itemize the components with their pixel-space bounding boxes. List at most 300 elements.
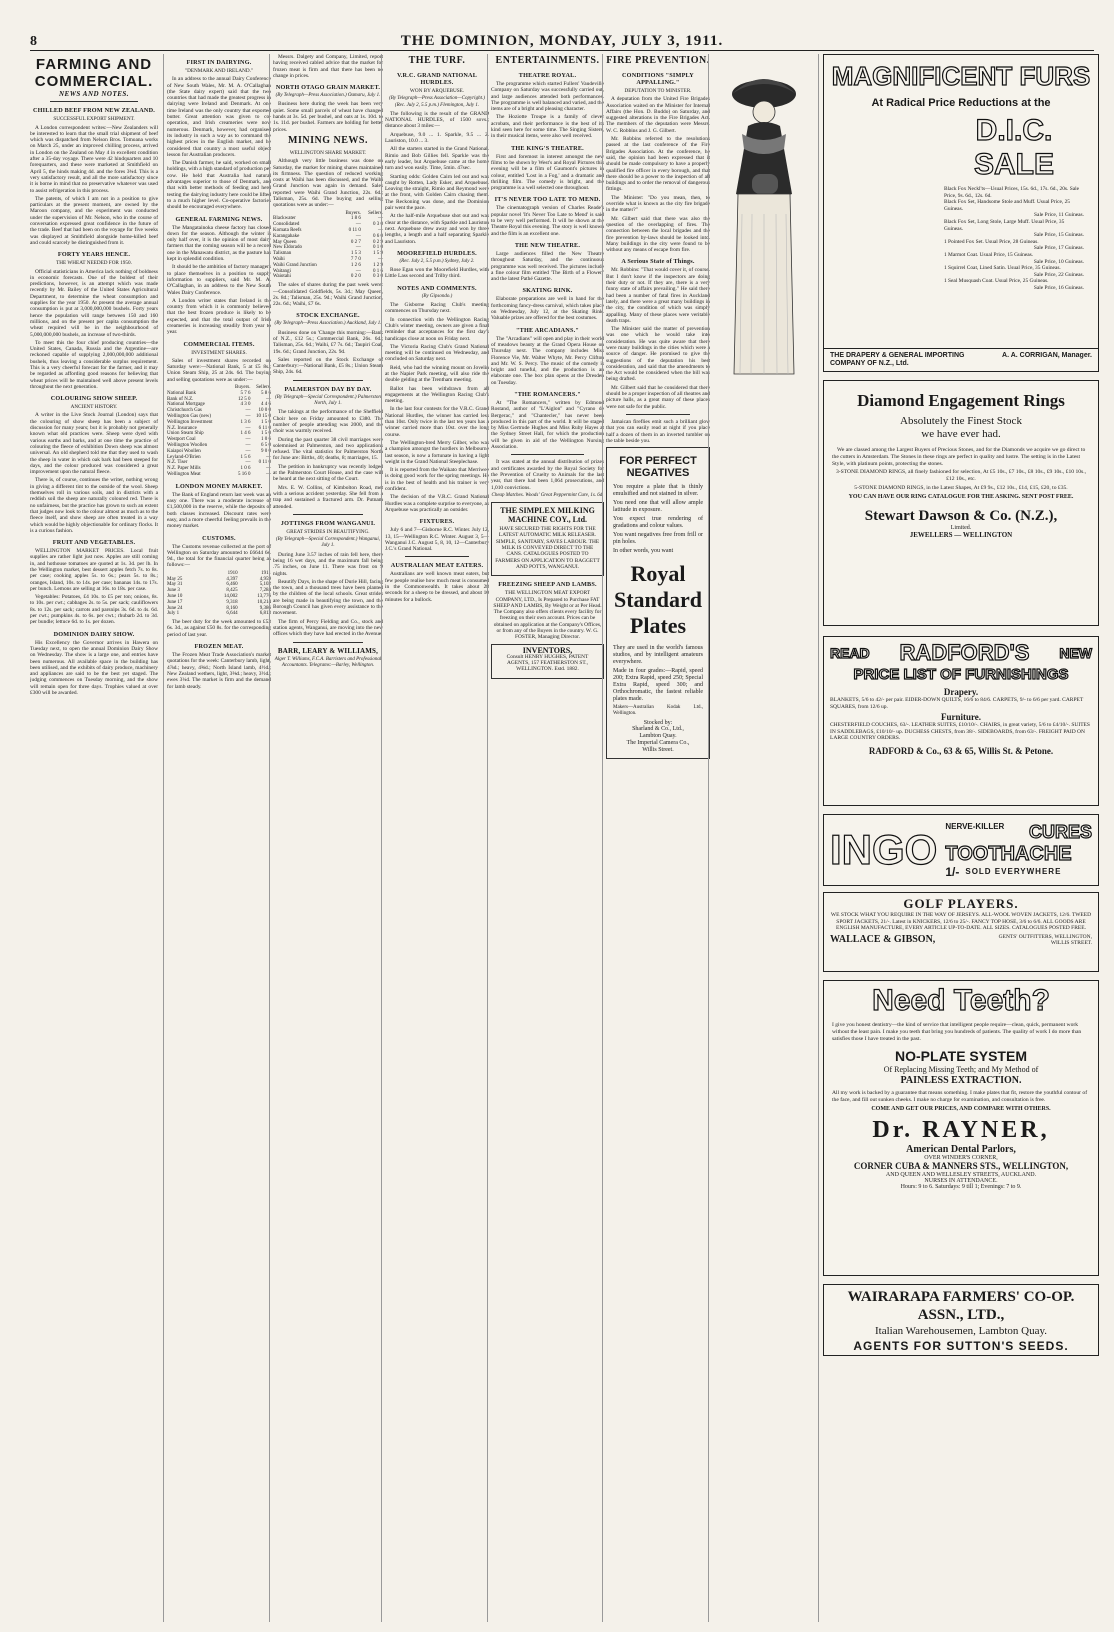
headline: STOCK EXCHANGE. — [296, 312, 360, 320]
table-cell: — — [245, 408, 251, 414]
fur-item-text: 1 Seal Musquash Coat. Usual Price, 25 Guineas. — [944, 278, 1049, 285]
paragraph: The following is the result of the GRAND NATIONAL HURDLES, of 1500 sovs.; distance about 3 miles:— — [385, 110, 489, 130]
column-3 — [269, 54, 386, 1622]
golf-firm-sub: GENTS' OUTFITTERS, WELLINGTON, WILLIS STREET. — [998, 933, 1092, 946]
table-cell: 4,397 — [226, 576, 238, 582]
radford-name: RADFORD'S — [899, 640, 1030, 665]
section-heading-turf: THE TURF. — [408, 55, 466, 66]
table-cell: 4 3 0 — [240, 402, 251, 408]
headline: AUSTRALIAN MEAT EATERS. — [390, 562, 484, 570]
fur-item-price: Sale Price, 22 Guineas. — [1033, 271, 1084, 278]
column-6 — [602, 54, 713, 1622]
subheadline: THE WHEAT NEEDED FOR 1950. — [56, 260, 132, 267]
table-cell: Buyers. — [235, 385, 251, 391]
paragraph: There is, of course, continues the writer, nothing wrong in giving a different tint to the outside of the wool. Sheep themselves roll in various soils, and in districts with a reddish soil the sheep are naturally coloured red. There is no unfairness, but the practice has grown to such an extent that judges now look to the colour almost as much as to the fleece itself, and show sheep are often treated in a way which would be highly objectionable for ordinary flocks. It is a curious fashion. — [30, 477, 158, 534]
table-cell: — — [245, 448, 251, 454]
paragraph: The firm of Percy Fielding and Co., stock and station agents, Wanganui, are moving into the new offices which they have had erected in the Avenue. — [273, 618, 383, 638]
fur-item-price: Sale Price, 11 Guineas. — [1034, 212, 1084, 219]
dateline: (By Telegraph—Press Association—Copyright.) (Rec. July 2, 5.5 p.m.) Flemington, July 1. — [389, 96, 485, 108]
royal-standard-plates-advert — [606, 447, 710, 759]
headline: THE KING'S THEATRE. — [511, 144, 584, 152]
headline: A Serious State of Things. — [621, 258, 695, 266]
mining-shares-table — [273, 211, 383, 281]
furs-headline: MAGNIFICENT FURS — [831, 61, 1091, 91]
paragraph: The cinematograph version of Charles Reade's popular novel 'It's Never Too Late to Mend' is said to be very well performed. It will be shown at the Theatre Royal this evening. The story is well known and the film is an excellent one. — [491, 205, 604, 237]
divider — [626, 414, 690, 415]
teeth-hours: Hours: 9 to 6. Saturdays: 9 till 1; Evenings: 7 to 9. — [900, 1183, 1022, 1190]
table-cell: National Bank — [167, 390, 197, 396]
table-cell: 1 0 6 — [261, 437, 271, 443]
teeth-body: All my work is backed by a guarantee that means something. I make plates that fit, restore the youthful contour of the face, and fill out sunken cheeks. I make no charge for examination, and consultation is free. — [832, 1090, 1088, 1104]
fur-item — [944, 259, 1084, 266]
table-cell: May 31 — [167, 582, 183, 588]
advert-line: They are used in the world's famous studios, and by intelligent amateurs everywhere. — [613, 645, 703, 666]
table-cell: 0 3 0 — [373, 222, 383, 228]
paragraph: Elaborate preparations are well in hand for the forthcoming fancy-dress carnival, which takes place on Wednesday, July 12, at the Skating Rink. Valuable prizes are offered for the best costumes. — [491, 296, 604, 322]
subsection-news-and-notes: NEWS AND NOTES. — [58, 90, 130, 98]
fur-item-price: Sale Price, 16 Guineas. — [1033, 284, 1084, 291]
subheadline: INVESTMENT SHARES. — [191, 349, 247, 356]
paragraph: It should be the ambition of factory managers to place themselves in a position to supply information to suppliers, said Mr. M. A. O'Callaghan, in an address to the New South Wales Dairy Conference. — [167, 264, 271, 296]
diamond-sub: we have ever had. — [921, 428, 1001, 440]
headline: FRUIT AND VEGETABLES. — [52, 539, 136, 547]
paragraph: The takings at the performance of the Sheffield Choir here on Friday amounted to £380. The number of people attending was 2000, and the choir was warmly received. — [273, 409, 383, 435]
table-cell: Christchurch Gas — [167, 408, 202, 414]
paragraph: Sales reported on the Stock Exchange of Canterbury:—National Bank, £5 8s.; Union Steam Ship, 24s. 6d. — [273, 356, 383, 376]
teeth-address: CORNER CUBA & MANNERS STS., WELLINGTON, — [853, 1160, 1069, 1171]
table-cell: May 25 — [167, 576, 183, 582]
dr-rayner-dental-advert — [823, 980, 1099, 1276]
table-cell: Waihi Grand Junction — [273, 262, 317, 268]
column-1 — [30, 54, 161, 1622]
golf-firm: WALLACE & GIBSON, — [830, 934, 936, 945]
fur-item-price: Sale Price, 17 Guineas. — [1033, 245, 1084, 252]
advert-line: You want negatives free from frill or pin holes. — [613, 532, 703, 546]
table-cell: — — [355, 245, 361, 251]
table-row — [167, 611, 271, 617]
headline: COLOURING SHOW SHEEP. — [50, 395, 138, 403]
adverts-column — [818, 54, 1099, 1622]
paragraph: The beer duty for the week amounted to £53 6s. 3d., as against £50 8s. for the corresponding period of last year. — [167, 619, 271, 638]
table-cell: Sellers. — [256, 385, 271, 391]
wfca-sub: Italian Warehousemen, Lambton Quay. — [874, 1325, 1047, 1337]
paragraph: The Danish farmer, he said, worked on small holdings, with a high standard of production per cow. He held that Australia had natural advantages superior to those of Denmark, and that with better methods of feeding and herd testing the dairying industry here could be lifted to a much higher level. Co-operative factories should be encouraged everywhere. — [167, 160, 271, 211]
fur-item — [944, 285, 1084, 292]
furs-company: THE DRAPERY & GENERAL IMPORTING COMPANY OF N.Z., Ltd. — [830, 352, 965, 367]
headline: CUSTOMS. — [202, 534, 236, 542]
ingo-nerve-killer: NERVE-KILLER — [945, 821, 1005, 831]
paragraph: A London correspondent writes:—New Zealanders will be interested to learn that the small trial shipment of beef which was dispatched from Nelson Bros. Tomoana works on March 25, under an improved chilling process, arrived in London on the Zealand on May 4 in excellent condition after a 35-day voyage. There were 42 hindquarters and 10 forequarters, and these were marketed at Smithfield on April 5, the hinds making 4d. and the fores 3¾d. This is a very satisfactory result, and all the more satisfactory since it is borne in mind that no preservative whatever was used to assist refrigeration in this process. — [30, 124, 158, 194]
teeth-doctor: Dr. RAYNER, — [872, 1116, 1050, 1143]
table-cell: — — [266, 396, 271, 402]
table-cell: — — [378, 216, 383, 222]
table-cell: — — [355, 222, 361, 228]
diamond-prices: 3-STONE DIAMOND RINGS, all finely fashioned for selection, At £5 10s., £7 10s., £8 10s., £9 10s., £10 10s., £12 10s., etc. — [835, 469, 1087, 483]
table-cell: 4,959 — [259, 576, 271, 582]
column-4 — [381, 54, 492, 1622]
table-cell: 14,002 — [223, 593, 238, 599]
paragraph: During the past quarter 38 civil marriages were solemnised at Palmerston, and two applications refused. The vital statistics for Palmerston North for June are: Births, 40; deaths, 8; marriages, 15. — [273, 436, 383, 462]
subheadline: WON BY ARQUEBUSE. — [409, 88, 465, 94]
fur-item — [944, 245, 1084, 252]
table-cell: 0 6 0 — [373, 233, 383, 239]
fur-item-text: Black Fox Set, Handsome Stole and Muff. Usual Price, 25 Guineas. — [944, 199, 1070, 212]
headline: GENERAL FARMING NEWS. — [175, 215, 263, 223]
paragraph: At "The Romancers," written by Edmond Rostand, author of "L'Aiglon" and "Cyrano de Bergerac," and "Chantecler," has never been produced in this part of the world. It will be staged by Miss Gertrude Hughes and Miss Ruby Hayes at the Sydney Street Hall, for which the production will be given in aid of the Wellington Nursing Association. — [491, 399, 604, 451]
paragraph: Mr. Gilbert said that there was also the question of the overlapping of fires. The connection between the local brigades and the fire prevention by-laws should be looked into. Many buildings in the city were found to be without any means of escape from fire. — [606, 215, 710, 254]
headline: SKATING RINK. — [522, 287, 573, 295]
professional-notice: Alger T. Williams, F.C.A. Barristers and Professional Accountants. Telegrams:—Barley, Wellington. — [274, 656, 382, 668]
headline: THE NEW THEATRE. — [514, 241, 581, 249]
advert-line: The Imperial Camera Co., — [626, 740, 690, 747]
golf-headline: GOLF PLAYERS. — [903, 896, 1019, 911]
radford-furniture: Furniture. — [940, 712, 982, 722]
paragraph: Messrs. Dalgety and Company, Limited, report having received cabled advice that the market for frozen meat is firm and that there has been no change in prices. — [273, 54, 383, 79]
section-heading-entertainments: ENTERTAINMENTS. — [495, 55, 600, 66]
advert-line: Makers—Australian Kodak Ltd., Wellington. — [613, 705, 703, 717]
table-cell: 0 1 0 — [373, 245, 383, 251]
headline: PALMERSTON DAY BY DAY. — [284, 385, 372, 393]
table-cell: Talisman — [273, 251, 292, 257]
table-cell: Leyland-O'Brien — [167, 454, 201, 460]
paragraph: The decision of the V.R.C. Grand National Hurdles was a complete surprise to everyone, as Arquebuse was practically an outsider. — [385, 494, 489, 513]
table-cell: 1 5 6 — [240, 454, 251, 460]
teeth-address-2: AND QUEEN AND WELLESLEY STREETS, AUCKLAND. — [885, 1171, 1037, 1178]
teeth-system-3: PAINLESS EXTRACTION. — [900, 1075, 1022, 1087]
simplex-milking-advert — [491, 502, 604, 576]
table-cell: 6,813 — [259, 611, 271, 617]
advert-text: HAVE SECURED THE RIGHTS FOR THE LATEST AUTOMATIC MILK RELEASER. SIMPLE, SANITARY, SAVES LABOUR. THE MILK IS CONVEYED DIRECT TO THE CANS. CATALOGUES POSTED TO FARMERS ON APPLICATION TO BAGGETT AND POTTS, WANGANUI. — [495, 526, 600, 570]
paragraph: A deputation from the United Fire Brigades Association waited on the Minister for Internal Affairs (the Hon. D. Buddo) on Saturday, and suggested alterations in the Fire Brigades Act. The members of the deputation were Messrs. W. C. Robbins and J. G. Gilbert. — [606, 96, 710, 134]
advert-line: You require a plate that is thinly emulsified and not stained in silver. — [613, 484, 703, 498]
table-cell: May Queen — [273, 239, 297, 245]
headline: NOTES AND COMMENTS. — [397, 284, 477, 292]
table-cell: N.Z. Tiser — [167, 460, 188, 466]
headline: COMMERCIAL ITEMS. — [183, 340, 255, 348]
advert-brand: Royal Standard Plates — [613, 561, 703, 639]
dic-furs-advert — [823, 54, 1099, 372]
table-cell: 1 0 6 — [240, 466, 251, 472]
table-cell: 4 4 6 — [261, 402, 271, 408]
fur-item — [944, 278, 1084, 285]
table-cell: — — [266, 466, 271, 472]
diamond-firm: Stewart Dawson & Co. (N.Z.), — [864, 507, 1058, 524]
ingo-price: 1/- — [945, 864, 960, 879]
section-heading-fire-prevention: FIRE PREVENTION. — [606, 55, 710, 66]
paragraph: His Excellency the Governor arrives in Hawera on Tuesday next, to open the annual Dominion Dairy Show on Wednesday. The show is a large one, and entries have been numerous. All available space in the building has been utilised, and the exhibits of dairy produce, machinery and appliances are said to be the best yet staged. The judging commences on Tuesday morning, and the show will remain open for three days. Trophies valued at over £300 will be awarded. — [30, 639, 158, 697]
table-row — [273, 274, 383, 280]
table-cell: Waihi — [273, 257, 285, 263]
advert-line: In other words, you want — [613, 548, 674, 555]
table-cell: 6 11 0 — [258, 425, 271, 431]
paragraph: Starting odds: Golden Cairn led out and was caught by Rotten, Lady Esker, and Arquebuse. Leaving the straight, Rimio and Reymond were at the front, with Golden Cairn chasing them. The Reckoning was done, and the Dominion pair went the pace. — [385, 173, 489, 212]
advert-line: Sharland & Co., Ltd., — [632, 726, 684, 733]
paragraph: It is reported from the Waikato that Merriwee is doing good work for the spring meetings. He is in the best of health and his trainer is very confident. — [385, 467, 489, 493]
wfca-title: WAIRARAPA FARMERS' CO-OP. ASSN., LTD., — [847, 1289, 1075, 1323]
paragraph: The Minister said the matter of prevention was one which he would take into consideration. He was quite aware that there were many buildings in the cities which were a source of danger. He promised to give the suggestions of the deputation his best consideration, and said that the amendments to the Act would be considered when the bill was being drafted. — [606, 326, 710, 383]
paragraph: The Minister: "Do you mean, then, to override what is known as the city fire brigade in the matter?" — [606, 194, 710, 214]
diamond-city: JEWELLERS — WELLINGTON — [909, 530, 1013, 539]
paragraph: The Hoziotte Troupe is a family of clever acrobats, and their performance is the best of its kind seen here for some time. The Singing Sisters, in their musical items, were also well received. — [491, 114, 604, 140]
table-cell: 1 2 6 — [350, 262, 361, 268]
table-cell: N.Z. Insurance — [167, 425, 197, 431]
table-cell: 8,160 — [226, 605, 238, 611]
stewart-dawson-diamond-advert — [823, 380, 1099, 626]
fur-item-price: Sale Price, 15 Guineas. — [1033, 232, 1084, 239]
paragraph: Business done on 'Change this morning:—Bank of N.Z., £12 5s.; Commercial Bank, 26s. 6d.; Talisman, 25s. 6d.; Waihi, £7 7s. 6d.; Taupiri Coal, 19s. 6d.; Grand Junction, 22s. 9d. — [273, 329, 383, 355]
paragraph: Rose Egan won the Moorefield Hurdles, with Little Lass second and Trilby third. — [385, 267, 489, 280]
fur-item-text: Black Fox Set, Long Stole, Large Muff. Usual Price, 35 Guineas. — [944, 218, 1065, 232]
table-cell: Wellington Investment — [167, 419, 213, 425]
table-cell: — — [355, 268, 361, 274]
table-cell: 1 5 9 — [373, 251, 383, 257]
subheadline: WELLINGTON SHARE MARKET. — [289, 149, 367, 156]
table-cell: 9 0 0 — [261, 448, 271, 454]
table-cell: New Eldorado — [273, 245, 303, 251]
customs-table — [167, 571, 271, 617]
diamond-body: We are classed among the Largest Buyers of Precious Stones, and for the Diamonds we acquire we go direct to the cutters in Amsterdam. The Stones in these rings are perfect in quality and lustre. The setting is in the Latest Style, with platinum points, protecting the stones. — [832, 447, 1086, 467]
table-cell: 7,284 — [259, 588, 271, 594]
paragraph: Mr. Robbins: "That would cover it, of course. But I don't know if the inspectors are doing their duty or not. If they are, there is a very funny state of affairs prevailing." He said there had been a number of fatal fires in Auckland lately, and there were a great many buildings in the city, the condition of which was simply appalling. Many of these places were veritable death traps. — [606, 267, 710, 324]
paragraph: In connection with the Wellington Racing Club's winter meeting, owners are given a final reminder that acceptances for the first day's handicaps close at noon on Friday next. — [385, 316, 489, 342]
golf-text: WE STOCK WHAT YOU REQUIRE IN THE WAY OF JERSEYS. ALL-WOOL WOVEN JACKETS, 12/6. TWEED SPORT JACKETS, 21/-. Latest in KNICKERS, 12/6 to 25/-. FANCY TOP HOSE, 3/6 to 6/6. ALL GOODS ARE ENGLISH MANUFACTURE, EVERY ARTICLE UP-TO-DATE. ALL SIZES. CATALOGUES POSTED FREE. — [830, 912, 1092, 931]
headline: NORTH OTAGO GRAIN MARKET. — [275, 84, 381, 92]
paragraph: WELLINGTON MARKET PRICES. Local fruit supplies are rather light just now. Apples are still coming in, and hothouse tomatoes are quoted at 1s. 3d. per lb. In the Wellington market, best dessert apples fetch 7s. to 8s. per case; cooking apples 5s. to 6s.; pears 5s. to 8s.; oranges, Island, 10s. to 14s. per case; bananas 14s. to 17s. per bunch. Lemons are selling at 16s. to 18s. per case. — [30, 548, 158, 592]
table-cell: Consolidated — [273, 222, 300, 228]
subheadline: SUCCESSFUL EXPORT SHIPMENT. — [53, 116, 135, 123]
paragraph: The Gisborne Racing Club's meeting commences on Thursday next. — [385, 302, 489, 315]
paragraph: The Customs revenue collected at the port of Wellington on Saturday amounted to £6644 6s. 9d., the total for the financial quarter being as follows:— — [167, 543, 271, 569]
headline: CHILLED BEEF FROM NEW ZEALAND. — [32, 107, 156, 115]
paragraph: It was stated at the annual distribution of prizes and certificates awarded by the Royal Society for the Prevention of Cruelty to Animals for the last year, that there had been 1,064 prosecutions, and 1,010 convictions. — [491, 459, 604, 491]
masthead-title: THE DOMINION, MONDAY, JULY 3, 1911. — [400, 33, 724, 49]
paragraph: Australians are well known meat eaters, but few people realise how much meat is consumed in the Commonwealth. It takes about 28 seconds for a sheep to be dressed, and about 10 minutes for a bullock. — [385, 571, 489, 603]
radford-read: READ — [830, 645, 870, 661]
table-cell: Komata Reefs — [273, 228, 302, 234]
paragraph: All the starters started in the Grand National. Rimio and Bob Gillies fell. Sparkle was the early leader, but Arquebuse came at the home turn and won easily. Time, 5min. 47sec. — [385, 146, 489, 172]
radford-drapery-text: BLANKETS, 5/6 to 42/- per pair. EIDER-DOWN QUILTS, 16/6 to 84/6. CARPETS, 9/- to 6/6 per yard. CARPET SQUARES, from 12/6 up. — [830, 697, 1084, 710]
diamond-ltd: Limited. — [950, 524, 972, 531]
paragraph: Beautify Days, in the shape of Durie Hill, facing the town, and a thousand trees have been planted by the children of the local schools. Great strides are being made in beautifying the town, and the Borough Council has given every assistance to the movement. — [273, 578, 383, 617]
paragraph: Mr. Gilbert said that he considered that there should be a proper inspection of all theatres and picture halls, as a great many of these places were not safe for the public. — [606, 384, 710, 410]
fur-item — [944, 265, 1084, 272]
table-cell: Wellington Gas (new) — [167, 414, 212, 420]
table-cell: July 1 — [167, 611, 180, 617]
byline: (By Gipsondo.) — [421, 293, 453, 299]
headline: FIXTURES. — [419, 518, 455, 526]
fur-model-icon — [712, 54, 812, 394]
table-cell: Bank of N.Z. — [167, 396, 194, 402]
advert-line: Made in four grades:—Rapid, speed 200; Extra Rapid, speed 250; Special Extra Rapid, speed 300; and Orthochromatic, the fastest reliable plates made. — [613, 668, 703, 703]
teeth-headline: Need Teeth? — [872, 984, 1050, 1017]
paragraph: The "Arcadians" will open and play in their world of meadows beauty at the Grand Opera House on Thursday next. The company includes Miss Florence Vie, Mr. Walter Whyte, Mr. Percy Clifton and Mr. W. S. Percy. The music of the comedy is bright and tuneful, and the production is an elaborate one. The box plan opens at the Dresden on Tuesday. — [491, 335, 604, 386]
teeth-text: I give you honest dentistry—the kind of service that intelligent people require—clean, quick, permanent work without the least pain. I make you teeth that bring you hundreds of patients. The quality of work I do more than satisfies those I have treated in the past. — [832, 1022, 1082, 1042]
table-cell: 0 2 7 — [350, 239, 361, 245]
paragraph: July 6 and 7—Gisborne R.C. Winter. July 12, 13, 15—Wellington R.C. Winter. August 3, 5—Wanganui J.C. August 5, 8, 10, 12—Canterbury J.C.'s Grand National. — [385, 527, 489, 553]
fur-item-price: Sale Price, 10 Guineas. — [1033, 258, 1084, 265]
advert-line: Stocked by: — [643, 720, 673, 727]
advert-title: INVENTORS, — [522, 645, 573, 655]
advert-line: You need one that will allow ample latitude in exposure. — [613, 500, 703, 514]
paragraph: The sales of shares during the past week were:—Consolidated Goldfields, 5s. 3d.; May Queen, 2s. 8d.; Talisman, 25s. 9d.; Waihi Grand Junction, 22s. 6d.; Waihi, £7 6s. — [273, 282, 383, 308]
paragraph: Mrs. E. W. Collins, of Kimbolton Road, met with a serious accident yesterday. She fell from a trap and sustained a fractured arm. Dr. Putnam attended. — [273, 484, 383, 510]
headline: IT'S NEVER TOO LATE TO MEND. — [494, 196, 601, 204]
small-advert: Cheap Matches. Woods' Great Peppermint Cure, 1s. 6d. — [491, 492, 604, 498]
ingo-logo: INGO — [830, 826, 938, 873]
table-cell: June 24 — [167, 605, 183, 611]
table-cell: — — [355, 233, 361, 239]
divider — [405, 556, 469, 557]
table-cell: 6,460 — [226, 582, 238, 588]
dateline: (By Telegraph—Special Correspondent.) Wanganui, July 1. — [275, 537, 381, 549]
table-cell: N.Z. Paper Mills — [167, 466, 201, 472]
table-cell: 6,644 — [226, 611, 238, 617]
radford-price-list: PRICE LIST OF FURNISHINGS — [853, 666, 1069, 683]
radford-firm: RADFORD & Co., 63 & 65, Willis St. & Petone. — [868, 745, 1054, 756]
table-cell: 12 5 0 — [237, 396, 251, 402]
table-cell: 9,318 — [226, 599, 238, 605]
teeth-come: COME AND GET OUR PRICES, AND COMPARE WITH OTHERS. — [871, 1105, 1051, 1112]
table-cell: 1 2 9 — [373, 262, 383, 268]
dateline: (Rec. July 2, 5.5 p.m.) Sydney, July 2. — [399, 258, 475, 264]
table-cell: National Mortgage — [167, 402, 205, 408]
table-cell: Buyers. — [345, 210, 361, 216]
paragraph: The Frozen Meat Trade Association's market quotations for the week: Canterbury lamb, light, 4⅞d.; heavy, 4⅝d.; North Island lamb, 4½d.; New Zealand wethers, light, 3⅝d.; heavy, 3½d.; ewes 3¼d. The market is firm and the demand for lamb steady. — [167, 652, 271, 690]
table-cell: 6 5 0 — [261, 443, 271, 449]
furs-subheadline: At Radical Price Reductions at the — [871, 97, 1051, 109]
advert-line: You expect true rendering of gradations and colour values. — [613, 516, 703, 530]
advert-text: Consult HENRY HUGHES, PATENT AGENTS, 157 FEATHERSTON ST., WELLINGTON. Estd. 1882. — [506, 653, 589, 673]
fur-item-text: 1 Squirrel Coat, Lined Satin. Usual Price, 35 Guineas. — [944, 265, 1061, 272]
table-cell: Blackwater — [273, 216, 296, 222]
fur-item-text: 1 Pointed Fox Set. Usual Price, 28 Guineas. — [944, 238, 1039, 245]
table-cell: 7 7 0 — [350, 257, 361, 263]
paragraph: During June 3.57 inches of rain fell here, there being 16 wet days, and the maximum fall being .75 inches, on June 11. There was frost on 9 nights. — [273, 551, 383, 577]
headline: FIRST IN DAIRYING. — [186, 59, 252, 66]
table-cell: Waiotahi — [273, 274, 291, 280]
wallace-gibson-golf-advert — [823, 892, 1099, 972]
fur-item-text: Black Fox Neckl'ts—Usual Prices, 15s. 6d., 17s. 6d., 20s. Sale Price, 9s. 6d., 12s. 6d. — [944, 186, 1079, 199]
ingo-cures: CURES — [1028, 821, 1092, 842]
dateline: (By Telegraph—Press Association.) Auckland, July 1. — [274, 321, 382, 327]
table-cell: 1910 — [227, 570, 238, 576]
advert-title: FOR PERFECT NEGATIVES — [619, 455, 697, 480]
masthead — [30, 30, 1094, 51]
divider — [293, 642, 363, 643]
headline: MOOREFIELD HURDLES. — [397, 249, 477, 257]
headline: JOTTINGS FROM WANGANUI. — [280, 519, 376, 527]
divider — [293, 514, 363, 515]
teeth-system: NO-PLATE SYSTEM — [895, 1048, 1027, 1065]
investment-shares-table — [167, 385, 271, 478]
paragraph: Large audiences filled the New Theatre throughout Saturday, and the continuous programme was well received. The pictures include a fine colour film entitled 'The Birth of a Flower,' and the latest Pathé Gazette. — [491, 250, 604, 283]
paragraph: Jamaican fireflies emit such a brilliant glow that you can easily read at night if you place half a dozen of them in an inverted tumbler on the table beside you. — [606, 418, 710, 444]
fur-item — [944, 199, 1084, 212]
sale-label: SALE — [973, 148, 1054, 181]
teeth-over: OVER WINDER'S CORNER, — [924, 1154, 998, 1161]
radford-furnishings-advert — [823, 636, 1099, 806]
table-cell: Kaiapoi Woollen — [167, 448, 201, 454]
paragraph: The patents, of which I am not in a position to give particulars at the present moment, are owned by the Maroon company, and the experiment was conducted under the supervision of Mr. Nelson, who in the course of conversation expressed great confidence in the future of the trade. Beef that had been on the voyage for five weeks was displayed at Smithfield alongside home-killed beef and could scarcely be distinguished from it. — [30, 195, 158, 246]
headline: LONDON MONEY MARKET. — [175, 482, 263, 490]
paragraph: A writer in the Live Stock Journal (London) says that the colouring of show sheep has been a subject of discussion for many years; but it is probably not generally known what old practices were. Sheep were dyed with various earths and barks, and at one time the practice of colouring the fleece of exhibition Down sheep was almost universal. An old shepherd told me that they used to wash the sheep in water in which oak bark had been steeped for days, and the colour produced was considered a great improvement upon the natural fleece. — [30, 412, 158, 476]
headline: CONDITIONS "SIMPLY APPALLING." — [622, 72, 694, 86]
table-cell: 1 5 0 — [261, 431, 271, 437]
inventors-advert — [491, 644, 604, 679]
fur-item-text: 1 Marmot Coat. Usual Price, 15 Guineas. — [944, 251, 1034, 258]
fur-item — [944, 232, 1084, 239]
column-2 — [163, 54, 274, 1622]
section-heading-mining: MINING NEWS. — [288, 134, 368, 146]
table-cell: Westport Coal — [167, 437, 196, 443]
divider — [50, 101, 138, 102]
table-cell: Karangahake — [273, 233, 300, 239]
table-cell: 0 1 6 — [373, 268, 383, 274]
teeth-nurses: NURSES IN ATTENDANCE. — [924, 1177, 998, 1184]
fur-model-illustration — [712, 54, 818, 404]
paragraph: The Bank of England return last week was an easy one. There was a moderate increase of £1,500,000 in the reserve, while the deposits of both classes increased. Discount rates were easy, and a more cheerful feeling prevails in the money market. — [167, 491, 271, 530]
paragraph: The Victoria Racing Club's Grand National meeting will be continued on Wednesday, and concluded on Saturday next. — [385, 343, 489, 363]
table-cell: 5,102 — [259, 582, 271, 588]
table-cell: — — [378, 228, 383, 234]
dic-logo: D.I.C. — [975, 114, 1053, 147]
fur-item — [944, 219, 1084, 232]
paragraph: First and foremost in interest amongst the new films to be shown by West's and Royal Pictures this evening will be a film of Gaumont's pictures in colour, entitled 'Lost in a Fog,' and a dramatic and thrilling film. The comedy is bright, and the programme is a well selected one throughout. — [491, 153, 604, 192]
paragraph: Business here during the week has been very quiet. Some small parcels of wheat have changed hands at 3s. 5d. per bushel, and oats at 1s. 10d. to 1s. 11d. per bushel. Farmers are holding for better prices. — [273, 101, 383, 133]
table-cell: 9,386 — [259, 605, 271, 611]
table-cell: — — [245, 460, 251, 466]
teeth-doctor-sub: American Dental Parlors, — [906, 1143, 1016, 1155]
table-cell: June 3 — [167, 588, 180, 594]
advert-title: THE SIMPLEX MILKING MACHINE COY., Ltd. — [500, 506, 595, 525]
diamond-catalogue: YOU CAN HAVE OUR RING CATALOGUE FOR THE ASKING. SENT POST FREE. — [848, 493, 1074, 500]
paragraph: Sales of investment shares recorded on Saturday were:—National Bank, 5 at £5 8s.; Union Steam Ship, 25 at 24s. 6d. The buying and selling quotations were as under:— — [167, 357, 271, 383]
headline: "THE ARCADIANS." — [515, 326, 580, 334]
headline: "THE ROMANCERS." — [514, 390, 581, 398]
ingo-toothache-advert — [823, 814, 1099, 886]
wairarapa-farmers-advert — [823, 1284, 1099, 1356]
headline: V.R.C. GRAND NATIONAL HURDLES. — [396, 72, 478, 86]
table-cell: Union Steam Ship — [167, 431, 204, 437]
table-cell: Sellers. — [368, 210, 383, 216]
table-cell: Waitangi — [273, 268, 291, 274]
table-cell: 10,214 — [257, 599, 271, 605]
wfca-agents: AGENTS FOR SUTTON'S SEEDS. — [853, 1339, 1069, 1353]
table-cell: June 17 — [167, 599, 183, 605]
column-7 — [708, 54, 821, 1622]
table-cell: 0 2 9 — [373, 239, 383, 245]
table-cell: — — [245, 437, 251, 443]
paragraph: Ballot has been withdrawn from all engagements at the Wellington Racing Club's meeting. — [385, 385, 489, 405]
headline: FREEZING SHEEP AND LAMBS. — [498, 581, 597, 589]
fur-item — [944, 239, 1084, 246]
subheadline: GREAT STRIDES IN BEAUTIFYING. — [286, 528, 370, 535]
paragraph: To meet this the four chief producing countries—the United States, Canada, Russia and the Argentine—are reckoned capable of supplying 2,000,000,000 additional bushels, thus leaving a considerable surplus requirement. This is a very cheerful forecast for the farmer, and it may be regarded as affording good reasons for believing that wheat prices will be maintained well above present levels throughout the next generation. — [30, 339, 158, 390]
table-row — [167, 472, 271, 478]
paragraph: In an address to the annual Dairy Conference of New South Wales, Mr. M. A. O'Callaghan (the State dairy expert) said that the two countries that had made the greatest progress in dairying were Ireland and Denmark. At one time Ireland was the only country that exported butter. Great attention was given to co-operation, and Irish creameries were now numerous. Denmark, however, had organised its industry in such a way as to command the highest prices in the English market, and he considered that country a most useful object lesson for Australian producers. — [167, 76, 271, 158]
table-cell: 1911 — [261, 570, 271, 576]
radford-furniture-text: CHESTERFIELD COUCHES, 63/-. LEATHER SUITES, £10/10/-. CHAIRS, in great variety, 5/6 to £4/10/-. SUITES IN SADDLEBAGS, £10/10/- up. DUCHESS CHESTS, from 38/-. SIDEBOARDS, from 63/-. FREIGHT PAID ON LARGE COUNTRY ORDERS. — [830, 722, 1090, 741]
table-cell: 1 8 6 — [350, 216, 361, 222]
advert-line: Lambton Quay. — [639, 733, 677, 740]
paragraph: The Mangatainoka cheese factory has closed down for the season. Although the winter is only half over, it is the opinion of most dairy farmers that the coming season will be a record one in the Manawatu district, as the pasture has kept in splendid condition. — [167, 224, 271, 263]
table-cell: 0 2 0 — [350, 274, 361, 280]
table-cell: Wellington Woollen — [167, 443, 208, 449]
headline: FROZEN MEAT. — [194, 643, 244, 651]
table-cell: 1 5 3 — [350, 251, 361, 257]
ingo-toothache: TOOTHACHE — [945, 842, 1072, 865]
fur-item — [944, 252, 1084, 259]
